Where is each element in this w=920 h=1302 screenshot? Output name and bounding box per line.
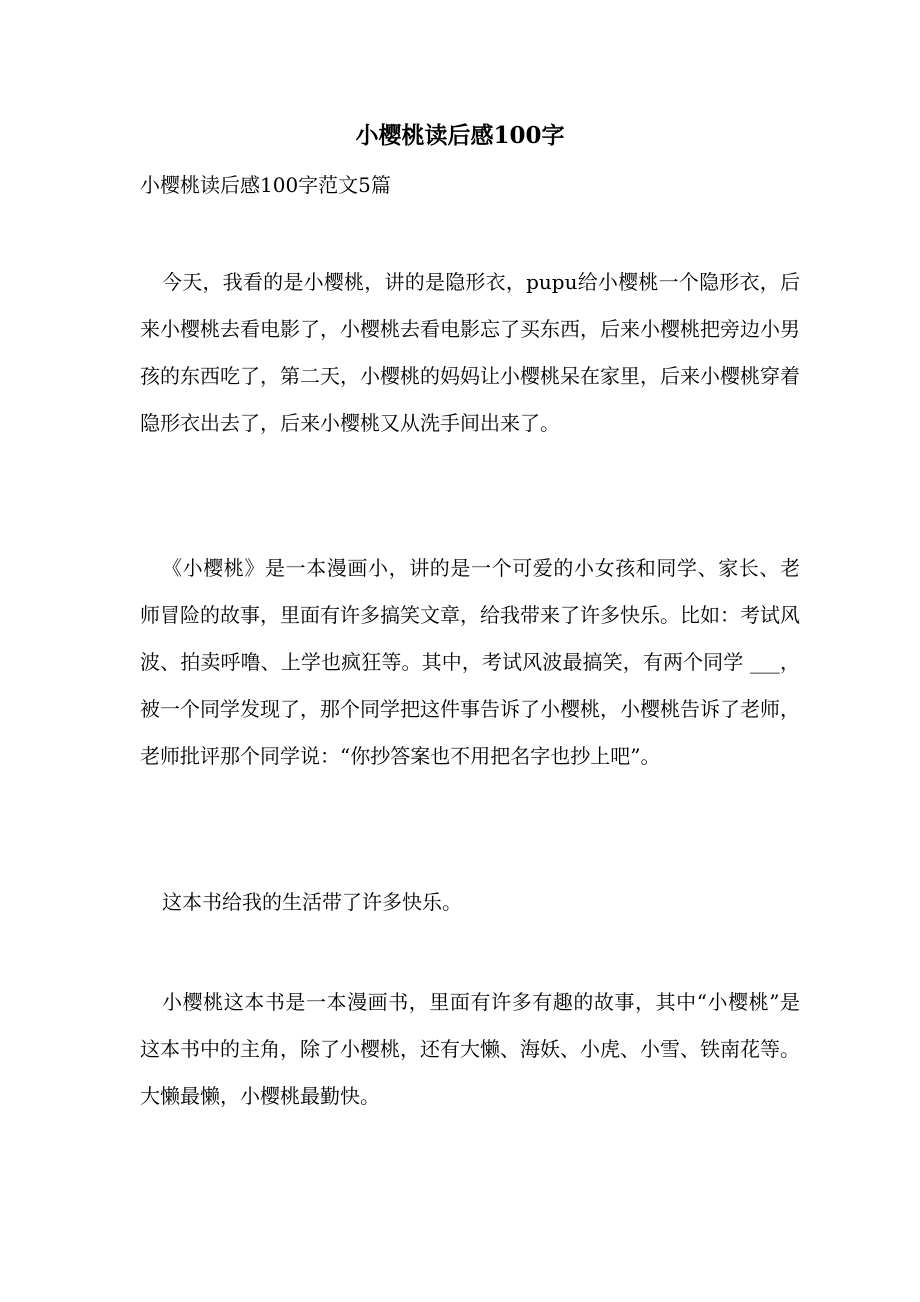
document-title: 小樱桃读后感100字 bbox=[355, 122, 565, 149]
paragraph-2: 《小樱桃》是一本漫画小，讲的是一个可爱的小女孩和同学、家长、老师冒险的故事，里面有许多搞笑文章，给我带来了许多快乐。比如：考试风波、拍卖呼噜、上学也疯狂等。其中，考试风波最搞笑，有两个同学 ___，被一个同学发现了，那个同学把这件事告诉了小樱桃，小樱桃告诉了老师，老师批评那个同学说：“你抄答案也不用把名字也抄上吧”。 bbox=[140, 556, 800, 768]
document-subtitle: 小樱桃读后感100字范文5篇 bbox=[140, 173, 391, 197]
paragraph-1: 今天，我看的是小樱桃，讲的是隐形衣，pupu给小樱桃一个隐形衣，后来小樱桃去看电影了，小樱桃去看电影忘了买东西，后来小樱桃把旁边小男孩的东西吃了，第二天，小樱桃的妈妈让小樱桃呆在家里，后来小樱桃穿着隐形衣出去了，后来小樱桃又从洗手间出来了。 bbox=[140, 270, 800, 435]
paragraph-4: 小樱桃这本书是一本漫画书，里面有许多有趣的故事，其中“小樱桃”是这本书中的主角，除了小樱桃，还有大懒、海妖、小虎、小雪、铁南花等。大懒最懒，小樱桃最勤快。 bbox=[140, 990, 800, 1108]
paragraph-3: 这本书给我的生活带了许多快乐。 bbox=[162, 890, 462, 914]
